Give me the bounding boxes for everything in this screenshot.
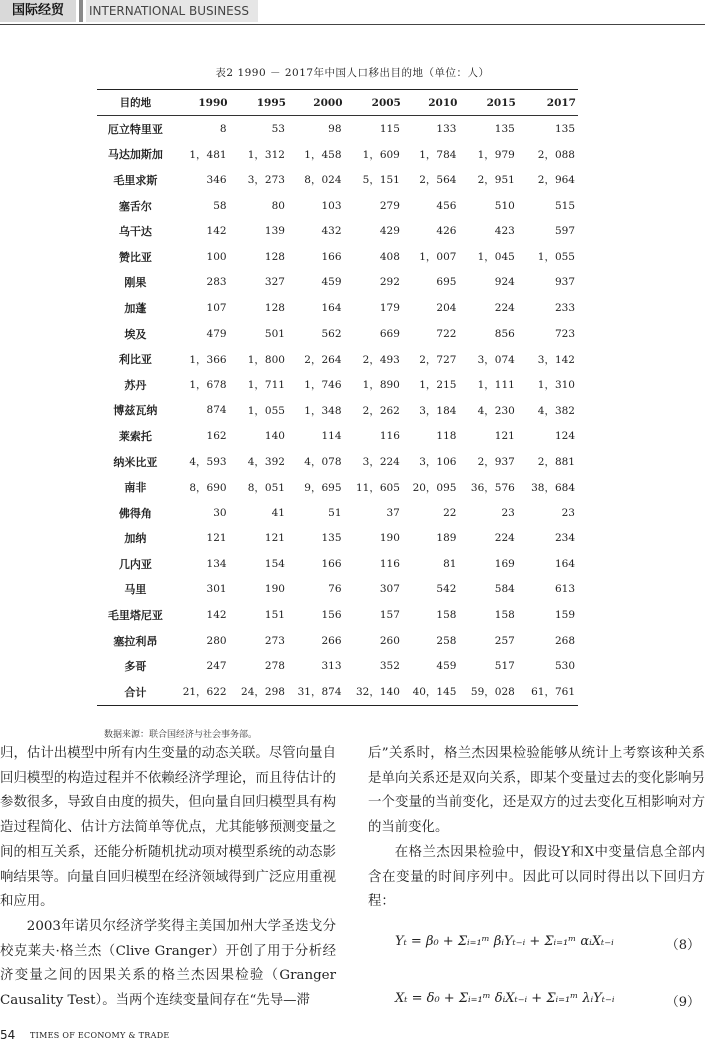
table-cell: 1，458 — [304, 148, 342, 161]
table-cell: 722 — [436, 327, 457, 340]
table-row — [97, 551, 578, 577]
table-cell: 273 — [264, 634, 285, 647]
table-cell: 98 — [328, 122, 342, 135]
table-cell: 100 — [206, 250, 227, 263]
table-cell: 1，007 — [419, 251, 457, 264]
table-cell: 279 — [379, 199, 400, 212]
row-label: 毛里求斯 — [113, 173, 158, 187]
row-label: 塞舌尔 — [118, 199, 152, 213]
table-cell: 459 — [321, 276, 342, 289]
table-cell: 1，609 — [362, 148, 400, 161]
equation-text: Xₜ = δ₀ + Σᵢ₌₁ᵐ δᵢXₜ₋ᵢ + Σᵢ₌₁ᵐ λᵢYₜ₋ᵢ — [395, 991, 615, 1006]
table-cell: 268 — [554, 634, 575, 647]
table-cell: 234 — [554, 532, 575, 545]
table-cell: 327 — [264, 276, 285, 289]
table-cell: 134 — [206, 557, 227, 570]
equation-number: （9） — [665, 995, 700, 1010]
table-source: 数据来源：联合国经济与社会事务部。 — [104, 730, 258, 740]
table-cell: 2，564 — [419, 174, 457, 187]
table-cell: 479 — [206, 327, 227, 340]
equation-9 — [395, 985, 700, 1015]
equation-number: （8） — [665, 938, 700, 953]
page-header — [0, 0, 705, 26]
table-cell: 1，481 — [189, 148, 227, 161]
table-cell: 1，800 — [247, 353, 285, 366]
table-cell: 1，746 — [304, 379, 342, 392]
table-cell: 3，273 — [247, 174, 285, 187]
table-cell: 40，145 — [403, 679, 460, 705]
table-cell: 81 — [443, 557, 457, 570]
table-cell: 562 — [321, 327, 342, 340]
table-cell: 2，088 — [537, 148, 575, 161]
column-header-year: 2005 — [345, 90, 403, 116]
column-header-year: 2010 — [403, 90, 460, 116]
table-cell: 266 — [321, 634, 342, 647]
table-cell: 426 — [436, 225, 457, 238]
table-cell: 1，055 — [537, 251, 575, 264]
table-cell: 2，727 — [419, 353, 457, 366]
row-label: 合计 — [97, 679, 174, 705]
paragraph: 后”关系时，格兰杰因果检验能够从统计上考察该种关系是单向关系还是双向关系，即某个变量过去的变化影响另一个变量的当前变化，还是双方的过去变化互相影响对方的当前变化。 — [368, 746, 705, 836]
table-cell: 1，055 — [247, 404, 285, 417]
table-row — [97, 270, 578, 296]
row-label: 纳米比亚 — [113, 455, 158, 469]
table-cell: 669 — [379, 327, 400, 340]
table-cell: 135 — [321, 532, 342, 545]
table-cell: 278 — [264, 660, 285, 673]
table-cell: 142 — [206, 225, 227, 238]
table-cell: 156 — [321, 609, 342, 622]
column-header-year: 2015 — [459, 90, 517, 116]
table-cell: 1，348 — [304, 404, 342, 417]
table-cell: 3，106 — [419, 456, 457, 469]
table-cell: 1，979 — [477, 148, 515, 161]
table-cell: 107 — [206, 301, 227, 314]
table-cell: 510 — [494, 199, 515, 212]
table-row — [97, 602, 578, 628]
equation-8 — [395, 928, 700, 958]
table-cell: 142 — [206, 609, 227, 622]
paragraph: 归，估计出模型中所有内生变量的动态关联。尽管向量自回归模型的构造过程并不依赖经济学理论，而且待估计的参数很多，导致自由度的损失，但向量自回归模型具有构造过程简化、估计方法简单等优点，尤其能够预测变量之间的相互关系，还能分析随机扰动项对模型系统的动态影响结果等。向量自回归模型在经济领域得到广泛应用重视和应用。 — [0, 746, 336, 910]
row-label: 厄立特里亚 — [107, 122, 163, 136]
row-label: 南非 — [124, 481, 147, 495]
table-cell: 597 — [554, 225, 575, 238]
table-cell: 24，298 — [230, 679, 288, 705]
table-cell: 283 — [206, 276, 227, 289]
paragraph: 2003年诺贝尔经济学奖得主美国加州大学圣迭戈分校克莱夫·格兰杰（Clive Granger）开创了用于分析经济变量之间的因果关系的格兰杰因果检验（Granger Causality Test）。当两个连续变量间存在“先导—滞 — [0, 918, 336, 1009]
table-cell: 128 — [264, 250, 285, 263]
table-cell: 456 — [436, 199, 457, 212]
table-cell: 4，230 — [477, 404, 515, 417]
row-label: 莱索托 — [118, 429, 152, 443]
table-row — [97, 218, 578, 244]
table-row — [97, 500, 578, 526]
table-cell: 139 — [264, 225, 285, 238]
row-label: 毛里塔尼亚 — [107, 609, 163, 623]
table-cell: 38，684 — [531, 481, 575, 494]
table-cell: 80 — [271, 199, 285, 212]
table-cell: 292 — [379, 276, 400, 289]
table-cell: 2，262 — [362, 404, 400, 417]
table-cell: 121 — [494, 429, 515, 442]
table-cell: 224 — [494, 301, 515, 314]
table-row — [97, 321, 578, 347]
table-cell: 856 — [494, 327, 515, 340]
table-cell: 1，711 — [247, 379, 285, 392]
table-cell: 2，493 — [362, 353, 400, 366]
table-cell: 32，140 — [345, 679, 403, 705]
column-header-year: 1990 — [174, 90, 230, 116]
table-cell: 9，695 — [304, 481, 342, 494]
section-title-en: INTERNATIONAL BUSINESS — [86, 0, 258, 22]
table-cell: 204 — [436, 301, 457, 314]
table-cell: 584 — [494, 583, 515, 596]
table-row — [97, 628, 578, 654]
table-row — [97, 526, 578, 552]
table-row — [97, 167, 578, 193]
table-cell: 53 — [271, 122, 285, 135]
row-label: 加纳 — [124, 532, 147, 546]
table-cell: 1，045 — [477, 251, 515, 264]
table-cell: 36，576 — [470, 481, 515, 494]
table-cell: 352 — [379, 660, 400, 673]
row-label: 塞拉利昂 — [113, 634, 158, 648]
table-cell: 164 — [321, 301, 342, 314]
migration-table — [97, 89, 578, 706]
table-cell: 874 — [206, 404, 227, 417]
table-cell: 22 — [443, 506, 457, 519]
table-cell: 189 — [436, 532, 457, 545]
table-cell: 158 — [494, 609, 515, 622]
table-cell: 429 — [379, 225, 400, 238]
table-cell: 4，078 — [304, 456, 342, 469]
right-column — [368, 742, 705, 915]
table-cell: 3，074 — [477, 353, 515, 366]
table-cell: 23 — [501, 506, 515, 519]
table-cell: 128 — [264, 301, 285, 314]
table-row — [97, 449, 578, 475]
row-label: 博兹瓦纳 — [113, 404, 158, 418]
table-cell: 8，690 — [189, 481, 227, 494]
row-label: 赞比亚 — [118, 250, 152, 264]
table-cell: 118 — [436, 429, 457, 442]
table-cell: 158 — [436, 609, 457, 622]
row-label: 加蓬 — [124, 301, 147, 315]
table-cell: 135 — [554, 122, 575, 135]
equation-text: Yₜ = β₀ + Σᵢ₌₁ᵐ βᵢYₜ₋ᵢ + Σᵢ₌₁ᵐ αᵢXₜ₋ᵢ — [395, 934, 614, 949]
table-cell: 58 — [213, 199, 227, 212]
table-row — [97, 653, 578, 679]
table-cell: 530 — [554, 660, 575, 673]
table-cell: 103 — [321, 199, 342, 212]
table-cell: 2，951 — [477, 174, 515, 187]
table-row — [97, 423, 578, 449]
table-cell: 31，874 — [288, 679, 345, 705]
table-cell: 280 — [206, 634, 227, 647]
table-row — [97, 116, 578, 142]
table-cell: 613 — [554, 583, 575, 596]
column-header-year: 2017 — [518, 90, 578, 116]
table-cell: 260 — [379, 634, 400, 647]
table-cell: 3，224 — [362, 456, 400, 469]
table-cell: 301 — [206, 583, 227, 596]
table-cell: 133 — [436, 122, 457, 135]
table-cell: 1，111 — [477, 379, 515, 392]
table-cell: 116 — [379, 429, 400, 442]
row-label: 苏丹 — [124, 378, 147, 392]
column-header-destination: 目的地 — [97, 90, 174, 116]
table-cell: 159 — [554, 609, 575, 622]
table-cell: 135 — [494, 122, 515, 135]
table-row — [97, 474, 578, 500]
table-cell: 8 — [219, 122, 227, 135]
section-title-cn: 国际经贸 — [0, 0, 76, 22]
table-cell: 51 — [328, 506, 342, 519]
table-row — [97, 193, 578, 219]
table-cell: 4，593 — [189, 456, 227, 469]
table-row — [97, 142, 578, 168]
table-cell: 41 — [271, 506, 285, 519]
table-cell: 116 — [379, 557, 400, 570]
table-cell: 114 — [321, 429, 342, 442]
table-cell: 408 — [379, 250, 400, 263]
table-cell: 501 — [264, 327, 285, 340]
table-cell: 2，881 — [537, 456, 575, 469]
row-label: 利比亚 — [118, 353, 152, 367]
table-cell: 423 — [494, 225, 515, 238]
column-header-year: 2000 — [288, 90, 345, 116]
table-cell: 233 — [554, 301, 575, 314]
table-cell: 257 — [494, 634, 515, 647]
table-cell: 164 — [554, 557, 575, 570]
row-label: 佛得角 — [118, 506, 152, 520]
row-label: 乌干达 — [118, 225, 152, 239]
table-cell: 459 — [436, 660, 457, 673]
table-cell: 169 — [494, 557, 515, 570]
table-cell: 258 — [436, 634, 457, 647]
table-cell: 61，761 — [518, 679, 578, 705]
table-cell: 162 — [206, 429, 227, 442]
table-cell: 11，605 — [355, 481, 400, 494]
table-cell: 307 — [379, 583, 400, 596]
page-number: 54 — [0, 1028, 16, 1042]
table-cell: 224 — [494, 532, 515, 545]
table-cell: 432 — [321, 225, 342, 238]
table-cell: 1，890 — [362, 379, 400, 392]
table-cell: 1，366 — [189, 353, 227, 366]
table-cell: 115 — [379, 122, 400, 135]
table-cell: 313 — [321, 660, 342, 673]
table-cell: 2，964 — [537, 174, 575, 187]
header-rule — [0, 24, 705, 25]
table-cell: 121 — [206, 532, 227, 545]
table-cell: 937 — [554, 276, 575, 289]
table-cell: 346 — [206, 173, 227, 186]
table-cell: 59，028 — [459, 679, 517, 705]
table-cell: 3，184 — [419, 404, 457, 417]
table-cell: 695 — [436, 276, 457, 289]
table-cell: 1，784 — [419, 148, 457, 161]
table-row — [97, 244, 578, 270]
magazine-name: TIMES OF ECONOMY & TRADE — [30, 1031, 170, 1040]
table-cell: 140 — [264, 429, 285, 442]
table-row — [97, 295, 578, 321]
row-label: 埃及 — [124, 327, 147, 341]
table-cell: 166 — [321, 250, 342, 263]
table-cell: 723 — [554, 327, 575, 340]
table-cell: 157 — [379, 609, 400, 622]
data-table — [97, 89, 578, 706]
table-cell: 124 — [554, 429, 575, 442]
table-header-row — [97, 90, 578, 116]
table-cell: 151 — [264, 609, 285, 622]
table-cell: 1，310 — [537, 379, 575, 392]
table-cell: 76 — [328, 583, 342, 596]
table-cell: 154 — [264, 557, 285, 570]
row-label: 刚果 — [124, 276, 147, 290]
table-row — [97, 372, 578, 398]
table-cell: 2，264 — [304, 353, 342, 366]
table-cell: 5，151 — [362, 174, 400, 187]
table-cell: 2，937 — [477, 456, 515, 469]
table-cell: 8，024 — [304, 174, 342, 187]
table-row — [97, 577, 578, 603]
table-cell: 3，142 — [537, 353, 575, 366]
left-column — [0, 742, 336, 1014]
row-label: 马里 — [124, 583, 147, 597]
table-cell: 542 — [436, 583, 457, 596]
table-cell: 190 — [264, 583, 285, 596]
table-cell: 515 — [554, 199, 575, 212]
table-cell: 924 — [494, 276, 515, 289]
table-cell: 20，095 — [412, 481, 457, 494]
column-header-year: 1995 — [230, 90, 288, 116]
table-cell: 4，392 — [247, 456, 285, 469]
table-cell: 23 — [561, 506, 575, 519]
table-cell: 121 — [264, 532, 285, 545]
table-total-row — [97, 679, 578, 705]
table-cell: 1，678 — [189, 379, 227, 392]
table-cell: 179 — [379, 301, 400, 314]
table-cell: 4，382 — [537, 404, 575, 417]
table-cell: 166 — [321, 557, 342, 570]
table-cell: 37 — [386, 506, 400, 519]
table-row — [97, 398, 578, 424]
row-label: 几内亚 — [118, 557, 152, 571]
table-cell: 1，215 — [419, 379, 457, 392]
table-cell: 21，622 — [174, 679, 230, 705]
table-cell: 1，312 — [247, 148, 285, 161]
row-label: 多哥 — [124, 660, 147, 674]
table-cell: 30 — [213, 506, 227, 519]
table-cell: 517 — [494, 660, 515, 673]
row-label: 马达加斯加 — [107, 148, 163, 162]
table-cell: 8，051 — [247, 481, 285, 494]
table-cell: 190 — [379, 532, 400, 545]
paragraph: 在格兰杰因果检验中，假设Y和X中变量信息全部内含在变量的时间序列中。因此可以同时得出以下回归方程： — [368, 844, 705, 910]
header-divider — [79, 0, 83, 22]
table-row — [97, 346, 578, 372]
table-caption: 表2 1990 － 2017年中国人口移出目的地（单位：人） — [215, 67, 490, 79]
table-cell: 247 — [206, 660, 227, 673]
